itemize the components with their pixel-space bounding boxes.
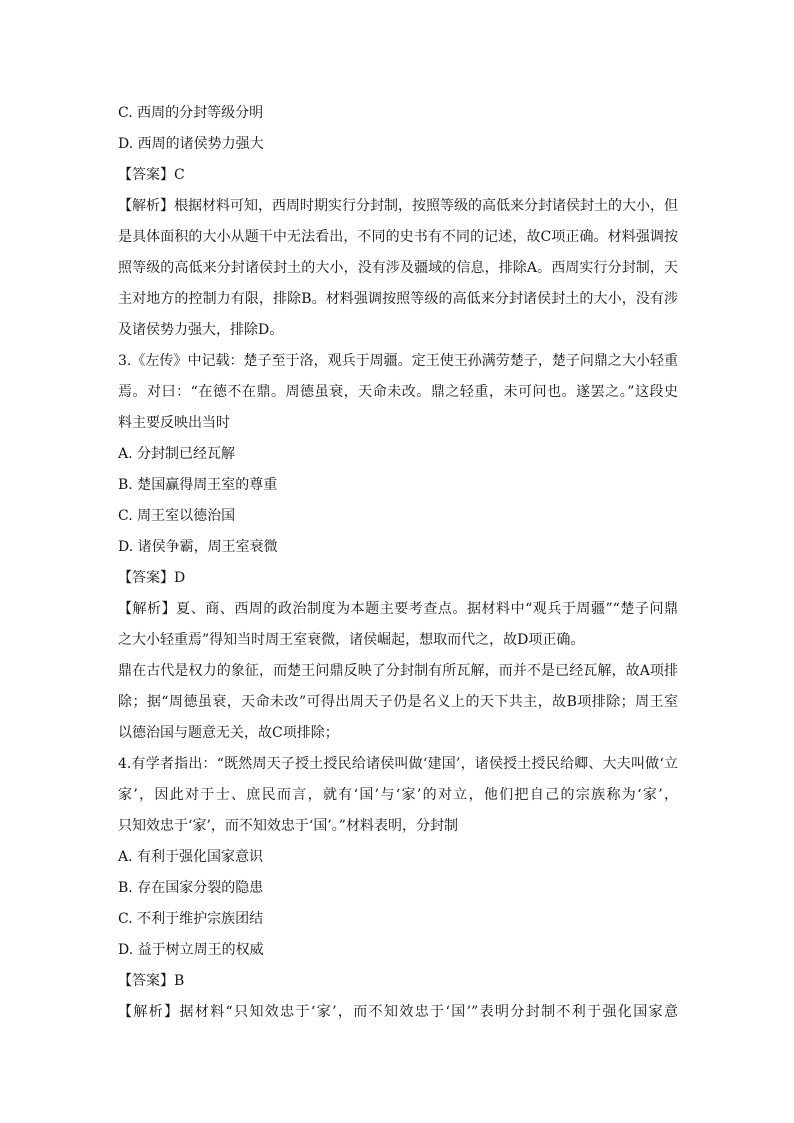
analysis-line: 以德治国与题意无关，故C项排除； bbox=[118, 725, 339, 741]
option-c: C. 西周的分封等级分明 bbox=[118, 105, 264, 121]
question-3-stem: 料主要反映出当时 bbox=[118, 415, 230, 431]
analysis-line: 照等级的高低来分封诸侯封土的大小，没有涉及疆域的信息，排除A。西周实行分封制，天 bbox=[118, 260, 678, 276]
analysis-line: 鼎在古代是权力的象征，而楚王问鼎反映了分封制有所瓦解，而并不是已经瓦解，故A项排 bbox=[118, 663, 678, 679]
option-d: D. 益于树立周王的权威 bbox=[118, 942, 264, 958]
option-d: D. 西周的诸侯势力强大 bbox=[118, 136, 264, 152]
option-a: A. 分封制已经瓦解 bbox=[118, 446, 236, 462]
answer-line: 【答案】D bbox=[118, 570, 186, 586]
analysis-line: 之大小轻重焉”得知当时周王室衰微，诸侯崛起，想取而代之，故D项正确。 bbox=[118, 632, 585, 648]
option-b: B. 楚国赢得周王室的尊重 bbox=[118, 477, 278, 493]
question-3-stem: 焉。对曰：“在德不在鼎。周德虽衰，天命未改。鼎之轻重，未可问也。遂罢之。”这段史 bbox=[118, 384, 678, 400]
option-c: C. 不利于维护宗族团结 bbox=[118, 911, 264, 927]
analysis-line: 【解析】根据材料可知，西周时期实行分封制，按照等级的高低来分封诸侯封土的大小，但 bbox=[118, 198, 678, 214]
analysis-line: 主对地方的控制力有限，排除B。材料强调按照等级的高低来分封诸侯封土的大小，没有涉 bbox=[118, 291, 678, 307]
analysis-line: 【解析】据材料“只知效忠于‘家’，而不知效忠于‘国’”表明分封制不利于强化国家意 bbox=[118, 1004, 678, 1020]
option-c: C. 周王室以德治国 bbox=[118, 508, 236, 524]
question-4-stem: 家’，因此对于士、庶民而言，就有‘国’与‘家’的对立，他们把自己的宗族称为‘家’， bbox=[118, 787, 678, 803]
option-d: D. 诸侯争霸，周王室衰微 bbox=[118, 539, 278, 555]
analysis-line: 除；据“周德虽衰，天命未改”可得出周天子仍是名义上的天下共主，故B项排除；周王室 bbox=[118, 694, 678, 710]
option-a: A. 有利于强化国家意识 bbox=[118, 849, 264, 865]
answer-line: 【答案】C bbox=[118, 167, 185, 183]
option-b: B. 存在国家分裂的隐患 bbox=[118, 880, 264, 896]
question-4-stem: 只知效忠于‘家’，而不知效忠于‘国’。”材料表明，分封制 bbox=[118, 818, 458, 834]
answer-line: 【答案】B bbox=[118, 973, 185, 989]
analysis-line: 及诸侯势力强大，排除D。 bbox=[118, 322, 284, 338]
analysis-line: 是具体面积的大小从题干中无法看出，不同的史书有不同的记述，故C项正确。材料强调按 bbox=[118, 229, 678, 245]
question-4-stem: 4.有学者指出：“既然周天子授土授民给诸侯叫做‘建国’，诸侯授土授民给卿、大夫叫做‘立 bbox=[118, 756, 678, 772]
analysis-line: 【解析】夏、商、西周的政治制度为本题主要考查点。据材料中“观兵于周疆”“楚子问鼎 bbox=[118, 601, 678, 617]
question-3-stem: 3.《左传》中记载：楚子至于洛，观兵于周疆。定王使王孙满劳楚子，楚子问鼎之大小轻重 bbox=[118, 353, 678, 369]
